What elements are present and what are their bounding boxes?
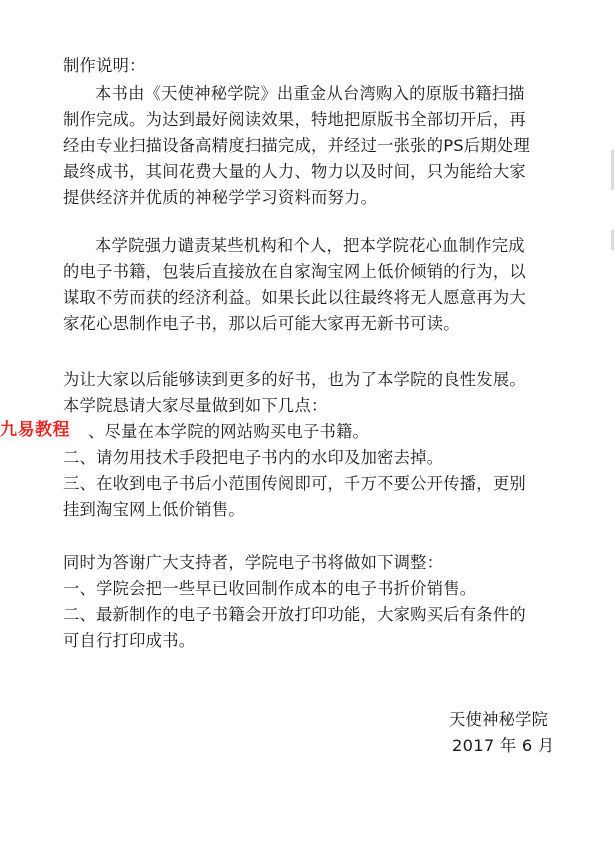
adjustment-item-2-line-1: 二、最新制作的电子书籍会开放打印功能，大家购买后有条件的 (63, 605, 526, 624)
signature-date: 2017 年 6 月 (452, 736, 555, 755)
paragraph-3-line-1: 为让大家以后能够读到更多的好书，也为了本学院的良性发展。 (63, 370, 526, 389)
scan-edge-shadow (611, 230, 614, 250)
paragraph-1-line-5: 提供经济并优质的神秘学学习资料而努力。 (63, 188, 378, 207)
signature: 天使神秘学院 (449, 710, 549, 729)
list-item-3-line-1: 三、在收到电子书后小范围传阅即可，千万不要公开传播，更别 (63, 474, 526, 493)
paragraph-3-line-2: 本学院恳请大家尽量做到如下几点： (63, 396, 328, 415)
paragraph-1-line-2: 制作完成。为达到最好阅读效果，特地把原版书全部切开后，再 (63, 110, 526, 129)
paragraph-2-line-2: 的电子书籍，包装后直接放在自家淘宝网上低价倾销的行为，以 (63, 262, 526, 281)
list-item-3-line-2: 挂到淘宝网上低价销售。 (63, 500, 245, 519)
paragraph-1-line-4: 最终成书，其间花费大量的人力、物力以及时间，只为能给大家 (63, 162, 526, 181)
paragraph-2-line-1: 本学院强力谴责某些机构和个人，把本学院花心血制作完成 (95, 236, 525, 255)
paragraph-4-line-1: 同时为答谢广大支持者，学院电子书将做如下调整： (63, 553, 444, 572)
paragraph-1-line-1: 本书由《天使神秘学院》出重金从台湾购入的原版书籍扫描 (95, 84, 525, 103)
document-heading: 制作说明： (63, 56, 146, 75)
adjustment-item-2-line-2: 可自行打印成书。 (63, 631, 196, 650)
paragraph-2-line-4: 家花心思制作电子书，那以后可能大家再无新书可读。 (63, 314, 460, 333)
paragraph-1-line-3: 经由专业扫描设备高精度扫描完成，并经过一张张的PS后期处理 (63, 136, 530, 155)
scan-edge-shadow (611, 150, 614, 190)
list-item-2: 二、请勿用技术手段把电子书内的水印及加密去掉。 (63, 448, 444, 467)
adjustment-item-1: 一、学院会把一些早已收回制作成本的电子书折价销售。 (63, 579, 477, 598)
watermark-stamp: 九易教程 (0, 419, 73, 441)
paragraph-2-line-3: 谋取不劳而获的经济利益。如果长此以往最终将无人愿意再为大 (63, 288, 526, 307)
list-item-1: 、尽量在本学院的网站购买电子书籍。 (88, 422, 370, 441)
